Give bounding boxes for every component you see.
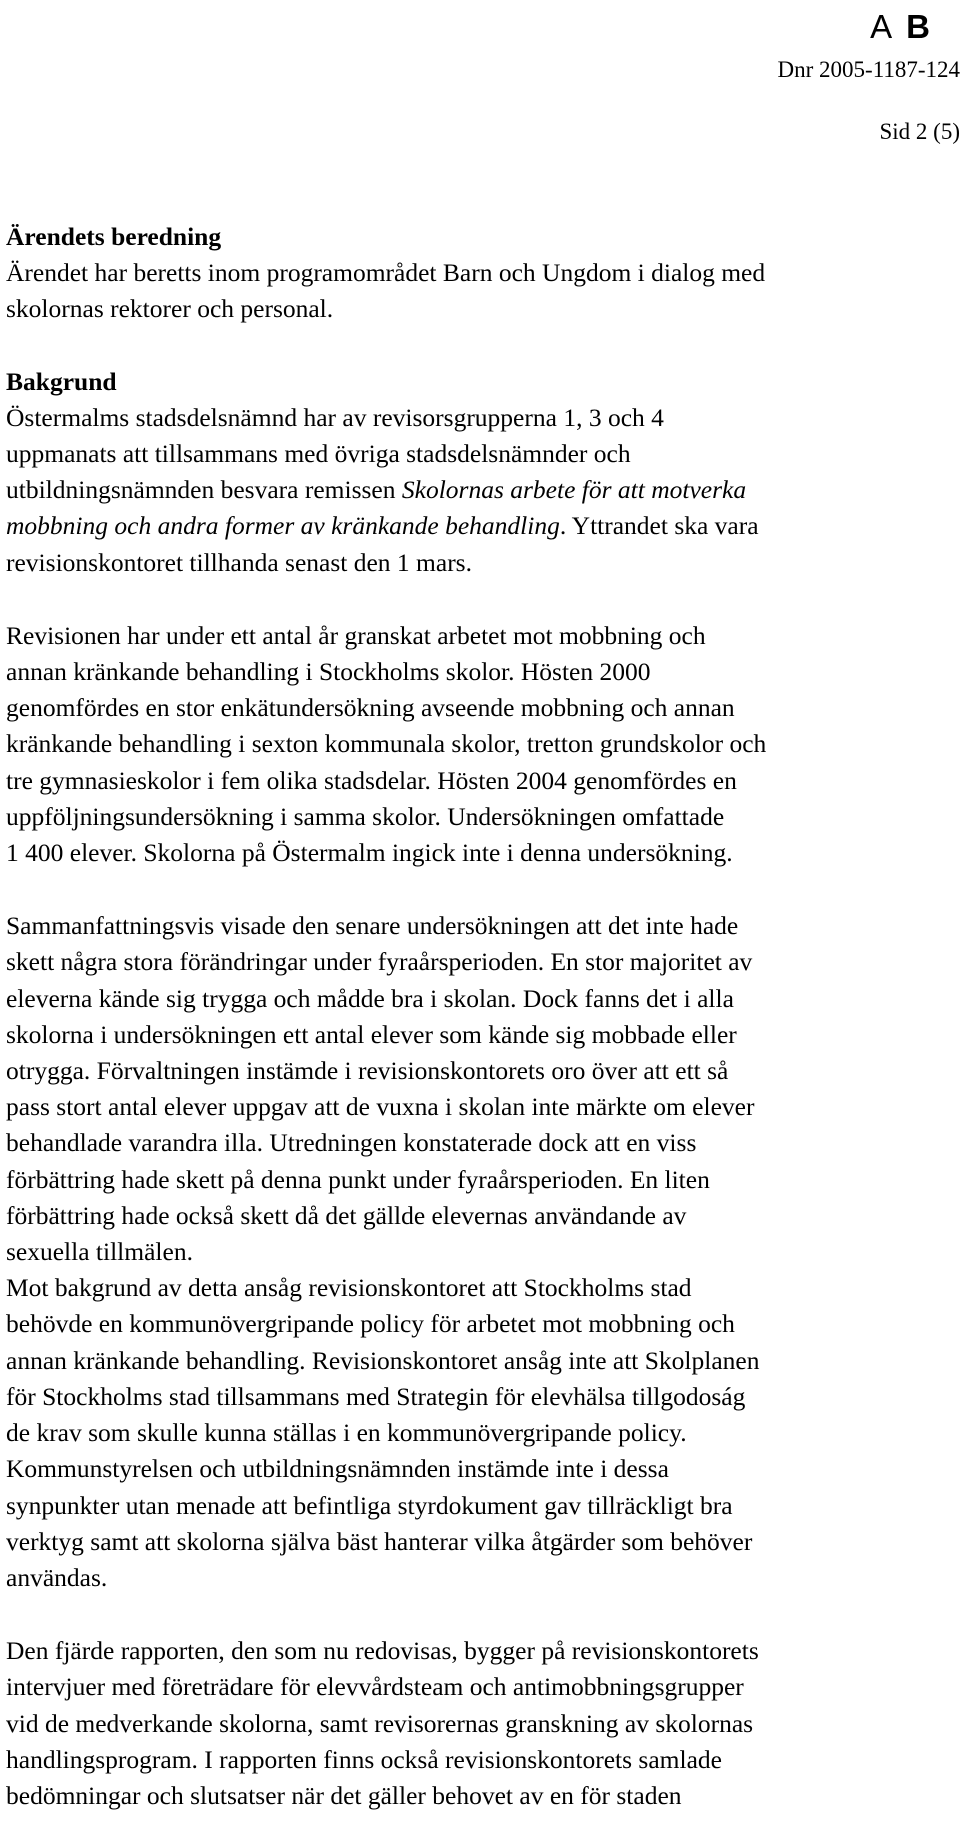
text-line: de krav som skulle kunna ställas i en kommunövergripande policy. [6, 1418, 687, 1448]
text-line: skolorna i undersökningen ett antal elever som kände sig mobbade eller [6, 1019, 737, 1049]
text-line: skolornas rektorer och personal. [6, 294, 334, 324]
document-body [6, 219, 958, 1814]
page-number: Sid 2 (5) [879, 119, 960, 144]
text-run: utbildningsnämnden besvara remissen [6, 475, 402, 505]
text-line: annan kränkande behandling. Revisionskontoret ansåg inte att Skolplanen [6, 1345, 760, 1375]
text-line: verktyg samt att skolorna själva bäst hanterar vilka åtgärder som behöver [6, 1526, 753, 1556]
text-line: Sammanfattningsvis visade den senare undersökningen att det inte hade [6, 911, 739, 941]
text-line: 1 400 elever. Skolorna på Östermalm ingick inte i denna undersökning. [6, 838, 733, 868]
heading-bakgrund: Bakgrund [6, 366, 117, 396]
paragraph-gap [6, 328, 958, 364]
paragraph-bakgrund-2 [6, 618, 958, 871]
paragraph-bakgrund-3 [6, 908, 958, 1270]
paragraph-bakgrund-4 [6, 1270, 958, 1596]
text-line: Ärendet har beretts inom programområdet Barn och Ungdom i dialog med [6, 258, 766, 288]
text-line: intervjuer med företrädare för elevvårdsteam och antimobbningsgrupper [6, 1672, 744, 1702]
text-line: behövde en kommunövergripande policy för arbetet mot mobbning och [6, 1309, 735, 1339]
remiss-title-part-1: Skolornas arbete för att motverka [401, 475, 747, 505]
logo [870, 8, 930, 46]
heading-arendets-beredning: Ärendets beredning [6, 222, 222, 251]
text-line: genomfördes en stor enkätundersökning avseende mobbning och annan [6, 693, 735, 723]
text-line: Den fjärde rapporten, den som nu redovisas, bygger på revisionskontorets [6, 1636, 759, 1666]
text-line: tre gymnasieskolor i fem olika stadsdelar. Hösten 2004 genomfördes en [6, 765, 737, 795]
paragraph-bakgrund-5 [6, 1633, 958, 1814]
paragraph-gap [6, 581, 958, 618]
text-line: kränkande behandling i sexton kommunala skolor, tretton grundskolor och [6, 729, 767, 759]
text-line [6, 472, 958, 508]
text-line: Östermalms stadsdelsnämnd har av revisorsgrupperna 1, 3 och 4 [6, 402, 664, 432]
text-line: annan kränkande behandling i Stockholms skolor. Hösten 2000 [6, 657, 651, 687]
logo-letter-a: A [870, 8, 893, 45]
text-line: eleverna kände sig trygga och mådde bra i skolan. Dock fanns det i alla [6, 983, 734, 1013]
document-number: Dnr 2005-1187-124 [777, 57, 960, 82]
text-line: förbättring hade skett på denna punkt under fyraårsperioden. En liten [6, 1164, 710, 1194]
text-line: pass stort antal elever uppgav att de vuxna i skolan inte märkte om elever [6, 1092, 755, 1122]
text-line: Mot bakgrund av detta ansåg revisionskontoret att Stockholms stad [6, 1273, 692, 1303]
text-line: skett några stora förändringar under fyraårsperioden. En stor majoritet av [6, 947, 753, 977]
text-line: behandlade varandra illa. Utredningen konstaterade dock att en viss [6, 1128, 697, 1158]
remiss-title-part-2: mobbning och andra former av kränkande behandling [6, 511, 560, 541]
paragraph-gap [6, 871, 958, 908]
text-line: bedömningar och slutsatser när det gäller behovet av en för staden [6, 1780, 682, 1810]
text-run: . Yttrandet ska vara [559, 511, 759, 541]
text-line: sexuella tillmälen. [6, 1237, 193, 1267]
paragraph-bakgrund-1 [6, 400, 958, 581]
paragraph-beredning [6, 255, 958, 327]
logo-letter-b: B [906, 8, 930, 45]
text-line: för Stockholms stad tillsammans med Strategin för elevhälsa tillgodoság [6, 1381, 746, 1411]
text-line: otrygga. Förvaltningen instämde i revisionskontorets oro över att ett så [6, 1056, 729, 1086]
text-line: användas. [6, 1562, 108, 1592]
text-line [6, 508, 958, 544]
text-line: uppföljningsundersökning i samma skolor. Undersökningen omfattade [6, 801, 725, 831]
text-line: handlingsprogram. I rapporten finns också revisionskontorets samlade [6, 1744, 722, 1774]
text-line: Kommunstyrelsen och utbildningsnämnden instämde inte i dessa [6, 1454, 669, 1484]
paragraph-gap [6, 1596, 958, 1633]
text-line: Revisionen har under ett antal år granskat arbetet mot mobbning och [6, 620, 706, 650]
text-line: vid de medverkande skolorna, samt revisorernas granskning av skolornas [6, 1708, 754, 1738]
text-line: förbättring hade också skett då det gällde elevernas användande av [6, 1200, 687, 1230]
text-line: uppmanats att tillsammans med övriga stadsdelsnämnder och [6, 439, 631, 469]
text-line: synpunkter utan menade att befintliga styrdokument gav tillräckligt bra [6, 1490, 733, 1520]
text-line: revisionskontoret tillhanda senast den 1 mars. [6, 547, 472, 577]
